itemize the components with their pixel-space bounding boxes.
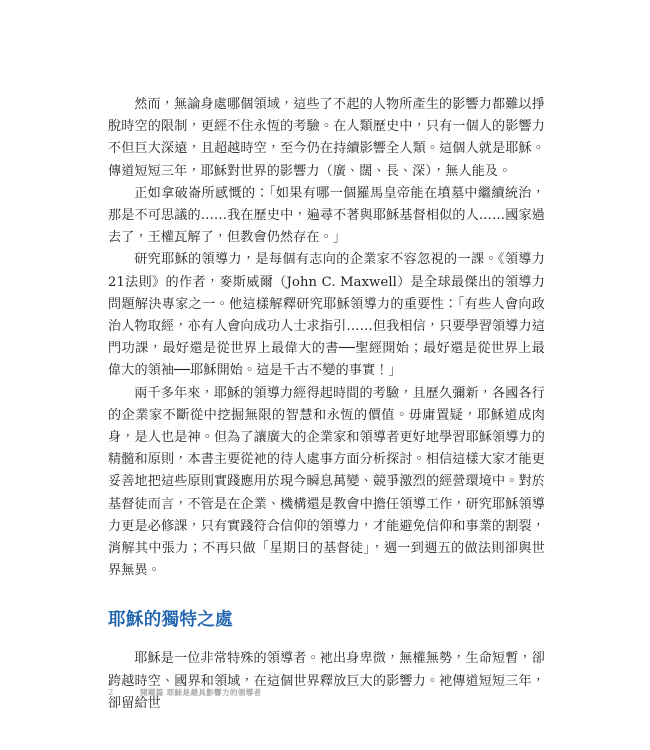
footer-chapter-label: 開題篇 耶穌是最具影響力的領導者: [140, 688, 262, 697]
body-paragraph-4: 兩千多年來，耶穌的領導力經得起時間的考驗，且歷久彌新，各國各行的企業家不斷從中挖掘無限的智慧和永恆的價值。毋庸置疑，耶穌道成肉身，是人也是神。但為了讓廣大的企業家和領導者更好地學習耶穌領導力的精髓和原則，本書主要從衪的待人處事方面分析探討。相信這樣大家才能更妥善地把這些原則實踐應用於現今瞬息萬變、競爭激烈的經營環境中。對於基督徒而言，不管是在企業、機構還是教會中擔任領導工作，研究耶穌領導力更是必修課，只有實踐符合信仰的領導力，才能避免信仰和事業的割裂，消解其中張力；不再只做「星期日的基督徒」，週一到週五的做法則卻與世界無異。: [108, 385, 545, 579]
page-footer: [108, 686, 568, 699]
body-paragraph-3: 研究耶穌的領導力，是每個有志向的企業家不容忽視的一課。《領導力21法則》的作者，麥斯威爾（John C. Maxwell）是全球最傑出的領導力問題解決專家之一。他這樣解釋研究耶穌領導力的重要性：「有些人會向政治人物取經，亦有人會向成功人士求指引……但我相信，只要學習領導力這門功課，最好還是從世界上最偉大的書──聖經開始；最好還是從世界上最偉大的領袖──耶穌開始。這是千古不變的事實！」: [108, 252, 545, 379]
section-heading: 耶穌的獨特之處: [108, 610, 233, 631]
body-paragraph-2: 正如拿破崙所感慨的：「如果有哪一個羅馬皇帝能在墳墓中繼續統治，那是不可思議的……我在歷史中，遍尋不著與耶穌基督相似的人……國家過去了，王權瓦解了，但教會仍然存在。」: [108, 185, 545, 246]
section-heading-block: [108, 608, 545, 632]
footer-page-number: 2: [108, 687, 114, 697]
text-column: [108, 94, 545, 715]
body-paragraph-5: 耶穌是一位非常特殊的領導者。衪出身卑微，無權無勢，生命短暫，卻跨越時空、國界和領域，在這個世界釋放巨大的影響力。衪傳道短短三年，卻留給世: [108, 651, 545, 711]
body-paragraph-1: 然而，無論身處哪個領域，這些了不起的人物所產生的影響力都難以掙脫時空的限制，更經不住永恆的考驗。在人類歷史中，只有一個人的影響力不但巨大深遠，且超越時空，至今仍在持續影響全人類。這個人就是耶穌。傳道短短三年，耶穌對世界的影響力（廣、闊、長、深），無人能及。: [108, 97, 545, 179]
